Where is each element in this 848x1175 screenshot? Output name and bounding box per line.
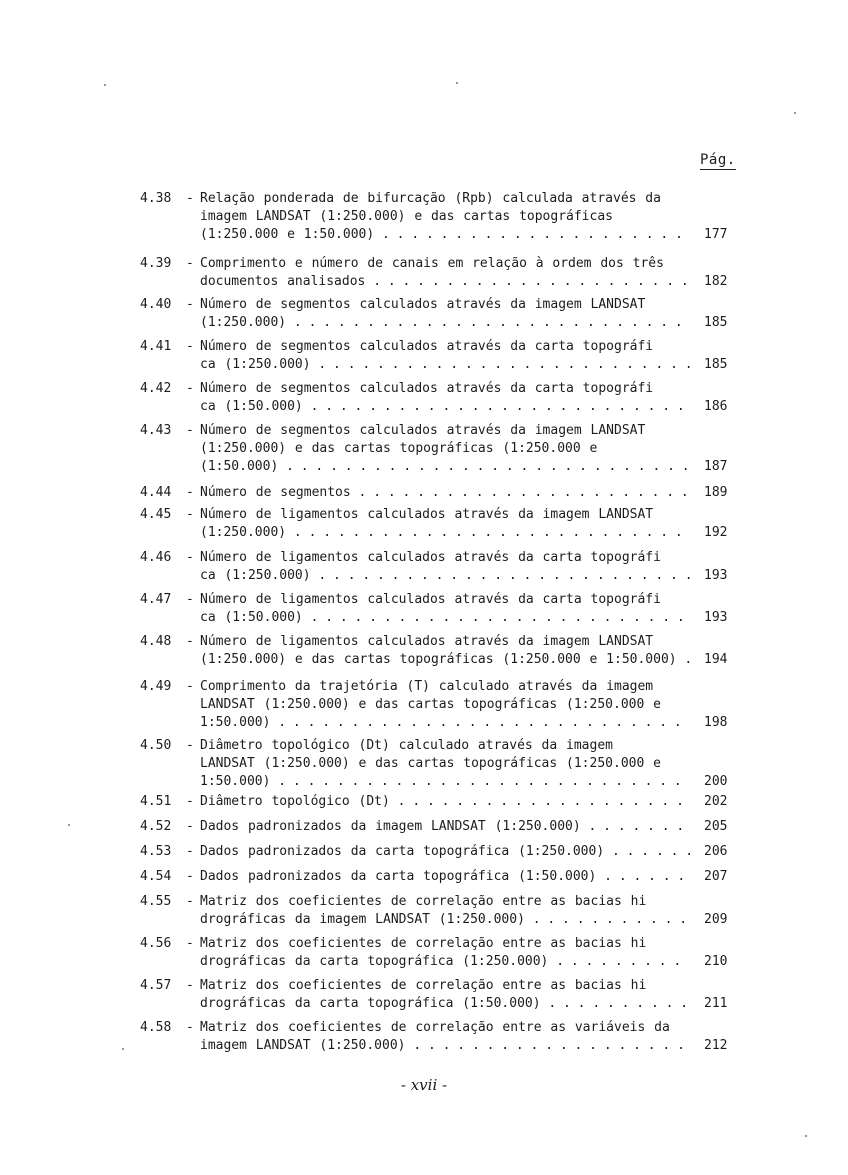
separator-dash: - [186,936,194,951]
table-number: 4.42 [140,381,172,396]
separator-dash: - [186,485,194,500]
page-reference: 194 [704,652,728,667]
table-row [140,484,740,502]
table-number: 4.47 [140,592,172,607]
page-reference: 211 [704,996,728,1011]
caption-line: ca (1:250.000) . . . [200,567,690,585]
page-reference: 210 [704,954,728,969]
table-caption [200,190,690,244]
table-caption [200,422,690,476]
scan-speck [104,84,106,86]
caption-line: (1:50.000) . . . [200,458,690,476]
table-number: 4.44 [140,485,172,500]
table-caption [200,843,690,861]
table-number: 4.41 [140,339,172,354]
separator-dash: - [186,794,194,809]
scan-speck [794,112,796,114]
table-row [140,338,740,374]
caption-line: Comprimento da trajetória (T) calculado através da imagem [200,679,654,694]
page-reference: 209 [704,912,728,927]
table-row [140,591,740,627]
caption-line: Relação ponderada de bifurcação (Rpb) calculada através da [200,191,661,206]
page-reference: 185 [704,315,728,330]
table-number: 4.48 [140,634,172,649]
page-reference: 200 [704,774,728,789]
page-reference: 187 [704,459,728,474]
page-reference: 205 [704,819,728,834]
caption-line: (1:250.000) e das cartas topográficas (1:250.000 e [200,441,598,456]
caption-line: Número de segmentos calculados através da imagem LANDSAT [200,423,646,438]
table-number: 4.38 [140,191,172,206]
table-number: 4.45 [140,507,172,522]
caption-line: (1:250.000) e das cartas topográficas (1:250.000 e 1:50.000) . . . [200,651,690,669]
table-number: 4.51 [140,794,172,809]
caption-line: drográficas da carta topográfica (1:50.000) . . . [200,995,690,1013]
separator-dash: - [186,978,194,993]
caption-line: Número de segmentos . . . [200,484,690,502]
table-caption [200,737,690,791]
page-reference: 206 [704,844,728,859]
table-caption [200,484,690,502]
page-reference: 182 [704,274,728,289]
page-reference: 202 [704,794,728,809]
page-reference: 186 [704,399,728,414]
caption-line: imagem LANDSAT (1:250.000) . . . [200,1037,690,1055]
table-caption [200,868,690,886]
separator-dash: - [186,592,194,607]
caption-line: documentos analisados . . . [200,273,690,291]
table-row [140,818,740,836]
table-number: 4.55 [140,894,172,909]
page-reference: 192 [704,525,728,540]
table-row [140,737,740,791]
separator-dash: - [186,819,194,834]
table-number: 4.52 [140,819,172,834]
table-number: 4.54 [140,869,172,884]
table-caption [200,549,690,585]
table-caption [200,255,690,291]
caption-line: Número de segmentos calculados através da imagem LANDSAT [200,297,646,312]
separator-dash: - [186,738,194,753]
separator-dash: - [186,256,194,271]
scan-speck [68,824,70,826]
separator-dash: - [186,191,194,206]
page-reference: 193 [704,568,728,583]
separator-dash: - [186,894,194,909]
table-row [140,422,740,476]
table-row [140,868,740,886]
table-caption [200,678,690,732]
caption-line: drográficas da imagem LANDSAT (1:250.000) . . . [200,911,690,929]
caption-line: LANDSAT (1:250.000) e das cartas topográficas (1:250.000 e [200,697,661,712]
caption-line: drográficas da carta topográfica (1:250.000) . . . [200,953,690,971]
table-caption [200,591,690,627]
table-caption [200,935,690,971]
table-number: 4.46 [140,550,172,565]
separator-dash: - [186,550,194,565]
caption-line: (1:250.000) . . . [200,524,690,542]
separator-dash: - [186,634,194,649]
separator-dash: - [186,381,194,396]
caption-line: Matriz dos coeficientes de correlação entre as variáveis da [200,1020,670,1035]
table-number: 4.50 [140,738,172,753]
separator-dash: - [186,339,194,354]
page-reference: 189 [704,485,728,500]
table-row [140,380,740,416]
table-caption [200,893,690,929]
table-number: 4.40 [140,297,172,312]
table-caption [200,380,690,416]
scan-speck [805,1135,807,1137]
page-reference: 193 [704,610,728,625]
table-row [140,549,740,585]
caption-line: Matriz dos coeficientes de correlação entre as bacias hi [200,978,647,993]
caption-line: Número de ligamentos calculados através da imagem LANDSAT [200,507,654,522]
separator-dash: - [186,297,194,312]
table-row [140,678,740,732]
caption-line: Número de segmentos calculados através da carta topográfi [200,381,654,396]
scan-speck [122,1048,124,1050]
caption-line: Matriz dos coeficientes de correlação entre as bacias hi [200,894,647,909]
table-row [140,793,740,811]
table-number: 4.39 [140,256,172,271]
page-reference: 185 [704,357,728,372]
caption-line: Dados padronizados da imagem LANDSAT (1:250.000) . . . [200,818,690,836]
table-number: 4.58 [140,1020,172,1035]
separator-dash: - [186,679,194,694]
caption-line: ca (1:50.000) . . . [200,398,690,416]
table-row [140,935,740,971]
separator-dash: - [186,844,194,859]
page-column-header: Pág. [700,152,736,168]
table-row [140,506,740,542]
caption-line: Comprimento e número de canais em relação à ordem dos três [200,256,664,271]
table-caption [200,1019,690,1055]
caption-line: imagem LANDSAT (1:250.000) e das cartas topográficas [200,209,613,224]
caption-line: Número de ligamentos calculados através da carta topográfi [200,592,661,607]
caption-line: (1:250.000) . . . [200,314,690,332]
table-number: 4.53 [140,844,172,859]
scan-speck [456,82,458,84]
caption-line: ca (1:250.000) . . . [200,356,690,374]
page-reference: 177 [704,227,728,242]
separator-dash: - [186,507,194,522]
caption-line: LANDSAT (1:250.000) e das cartas topográficas (1:250.000 e [200,756,661,771]
caption-line: Diâmetro topológico (Dt) . . . [200,793,690,811]
caption-line: Número de segmentos calculados através da carta topográfi [200,339,654,354]
caption-line: Dados padronizados da carta topográfica (1:250.000) . . . [200,843,690,861]
page-number-footer: - xvii - [400,1076,448,1094]
table-caption [200,977,690,1013]
table-row [140,1019,740,1055]
caption-line: Diâmetro topológico (Dt) calculado através da imagem [200,738,613,753]
table-number: 4.56 [140,936,172,951]
separator-dash: - [186,1020,194,1035]
caption-line: 1:50.000) . . . [200,714,690,732]
table-number: 4.49 [140,679,172,694]
caption-line: 1:50.000) . . . [200,773,690,791]
table-caption [200,793,690,811]
separator-dash: - [186,869,194,884]
page-reference: 207 [704,869,728,884]
caption-line: Matriz dos coeficientes de correlação entre as bacias hi [200,936,647,951]
table-row [140,190,740,244]
caption-line: (1:250.000 e 1:50.000) . . . [200,226,690,244]
caption-line: Dados padronizados da carta topográfica (1:50.000) . . . [200,868,690,886]
separator-dash: - [186,423,194,438]
table-row [140,893,740,929]
table-row [140,633,740,669]
table-caption [200,818,690,836]
table-row [140,843,740,861]
table-number: 4.57 [140,978,172,993]
table-caption [200,633,690,669]
table-row [140,977,740,1013]
page-reference: 212 [704,1038,728,1053]
table-caption [200,338,690,374]
caption-line: ca (1:50.000) . . . [200,609,690,627]
table-caption [200,506,690,542]
table-row [140,296,740,332]
table-caption [200,296,690,332]
page-reference: 198 [704,715,728,730]
caption-line: Número de ligamentos calculados através da imagem LANDSAT [200,634,654,649]
caption-line: Número de ligamentos calculados através da carta topográfi [200,550,661,565]
table-number: 4.43 [140,423,172,438]
table-row [140,255,740,291]
